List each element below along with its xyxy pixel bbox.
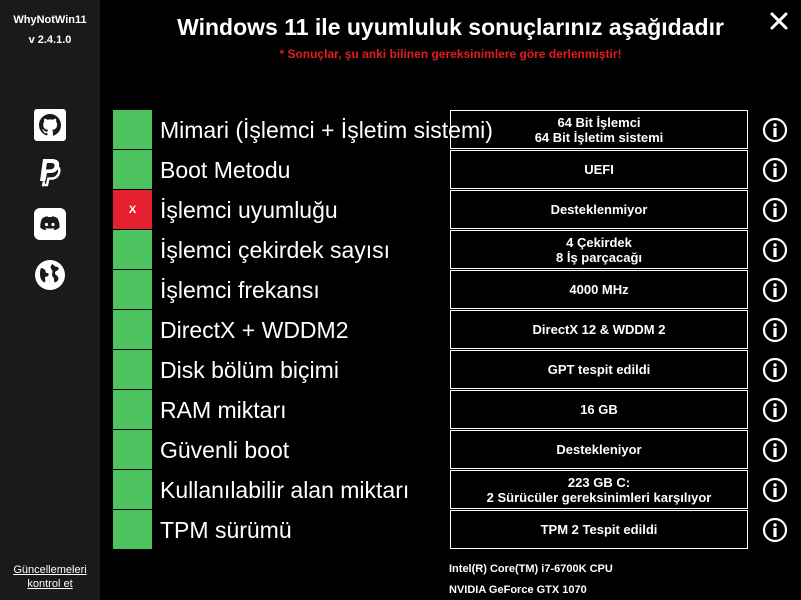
info-icon[interactable] (762, 237, 788, 263)
check-label: İşlemci frekansı (160, 277, 320, 303)
app-name: WhyNotWin11 (13, 14, 87, 26)
status-pass-indicator (113, 510, 153, 549)
status-pass-indicator (113, 390, 153, 429)
check-result (450, 270, 748, 309)
cpu-name: Intel(R) Core(TM) i7-6700K CPU (449, 563, 613, 575)
info-icon[interactable] (762, 357, 788, 383)
check-row (113, 190, 797, 230)
check-result-line: TPM 2 Tespit edildi (540, 522, 658, 537)
check-label: DirectX + WDDM2 (160, 317, 349, 343)
check-row (113, 150, 797, 190)
status-pass-indicator (113, 470, 153, 509)
check-row (113, 470, 797, 510)
check-result-line: 4000 MHz (569, 282, 629, 297)
app-version: v 2.4.1.0 (28, 34, 72, 46)
check-label: TPM sürümü (160, 517, 292, 543)
info-icon[interactable] (762, 157, 788, 183)
check-result (450, 350, 748, 389)
check-result-line: 2 Sürücüler gereksinimleri karşılıyor (486, 489, 712, 505)
check-row (113, 350, 797, 390)
page-title: Windows 11 ile uyumluluk sonuçlarınız aşağıdadır (177, 14, 724, 40)
check-row (113, 110, 797, 150)
check-row (113, 310, 797, 350)
check-result (450, 230, 748, 269)
check-result (450, 430, 748, 469)
check-result-line: Desteklenmiyor (550, 202, 648, 217)
check-row (113, 390, 797, 430)
check-row (113, 430, 797, 470)
check-result-line: UEFI (584, 162, 614, 177)
check-row (113, 270, 797, 310)
check-row (113, 230, 797, 270)
status-pass-indicator (113, 150, 153, 189)
check-result-line: 16 GB (580, 402, 618, 417)
check-label: İşlemci uyumluğu (160, 197, 338, 223)
check-result-line: 4 Çekirdek (566, 234, 632, 250)
check-result-line: GPT tespit edildi (547, 362, 651, 377)
check-result-line: 8 İş parçacağı (556, 249, 642, 265)
status-pass-indicator (113, 270, 153, 309)
close-icon[interactable] (766, 8, 792, 34)
status-pass-indicator (113, 350, 153, 389)
check-label: İşlemci çekirdek sayısı (160, 237, 391, 263)
info-icon[interactable] (762, 397, 788, 423)
check-result (450, 310, 748, 349)
globe-icon[interactable] (34, 259, 66, 291)
status-fail-indicator: X (113, 190, 153, 229)
check-result-line: 64 Bit İşletim sistemi (534, 129, 664, 145)
info-icon[interactable] (762, 197, 788, 223)
check-result-line: Destekleniyor (556, 442, 642, 457)
status-pass-indicator (113, 110, 153, 149)
status-pass-indicator (113, 230, 153, 269)
check-updates-link[interactable]: Güncellemeleri kontrol et (13, 564, 87, 590)
status-pass-indicator (113, 430, 153, 469)
check-label: Güvenli boot (160, 437, 290, 463)
check-result-line: 64 Bit İşlemci (557, 114, 641, 130)
check-result (450, 470, 748, 509)
status-pass-indicator (113, 310, 153, 349)
check-result (450, 510, 748, 549)
check-label: Boot Metodu (160, 157, 291, 183)
info-icon[interactable] (762, 437, 788, 463)
check-label: RAM miktarı (160, 397, 287, 423)
check-result (450, 190, 748, 229)
paypal-icon[interactable] (34, 156, 66, 188)
info-icon[interactable] (762, 517, 788, 543)
check-result (450, 390, 748, 429)
check-result-line: 223 GB C: (567, 474, 631, 490)
check-result (450, 150, 748, 189)
page-subtitle: * Sonuçlar, şu anki bilinen gereksinimlere göre derlenmiştir! (279, 47, 622, 61)
check-row (113, 510, 797, 550)
check-label: Kullanılabilir alan miktarı (160, 477, 410, 503)
check-result-line: DirectX 12 & WDDM 2 (532, 322, 666, 337)
check-label: Disk bölüm biçimi (160, 357, 339, 383)
info-icon[interactable] (762, 277, 788, 303)
info-icon[interactable] (762, 477, 788, 503)
sidebar (0, 0, 100, 600)
github-icon[interactable] (34, 109, 66, 141)
info-icon[interactable] (762, 317, 788, 343)
info-icon[interactable] (762, 117, 788, 143)
check-result (450, 110, 748, 149)
discord-icon[interactable] (34, 208, 66, 240)
check-label: Mimari (İşlemci + İşletim sistemi) (160, 117, 493, 143)
gpu-name: NVIDIA GeForce GTX 1070 (449, 584, 587, 596)
